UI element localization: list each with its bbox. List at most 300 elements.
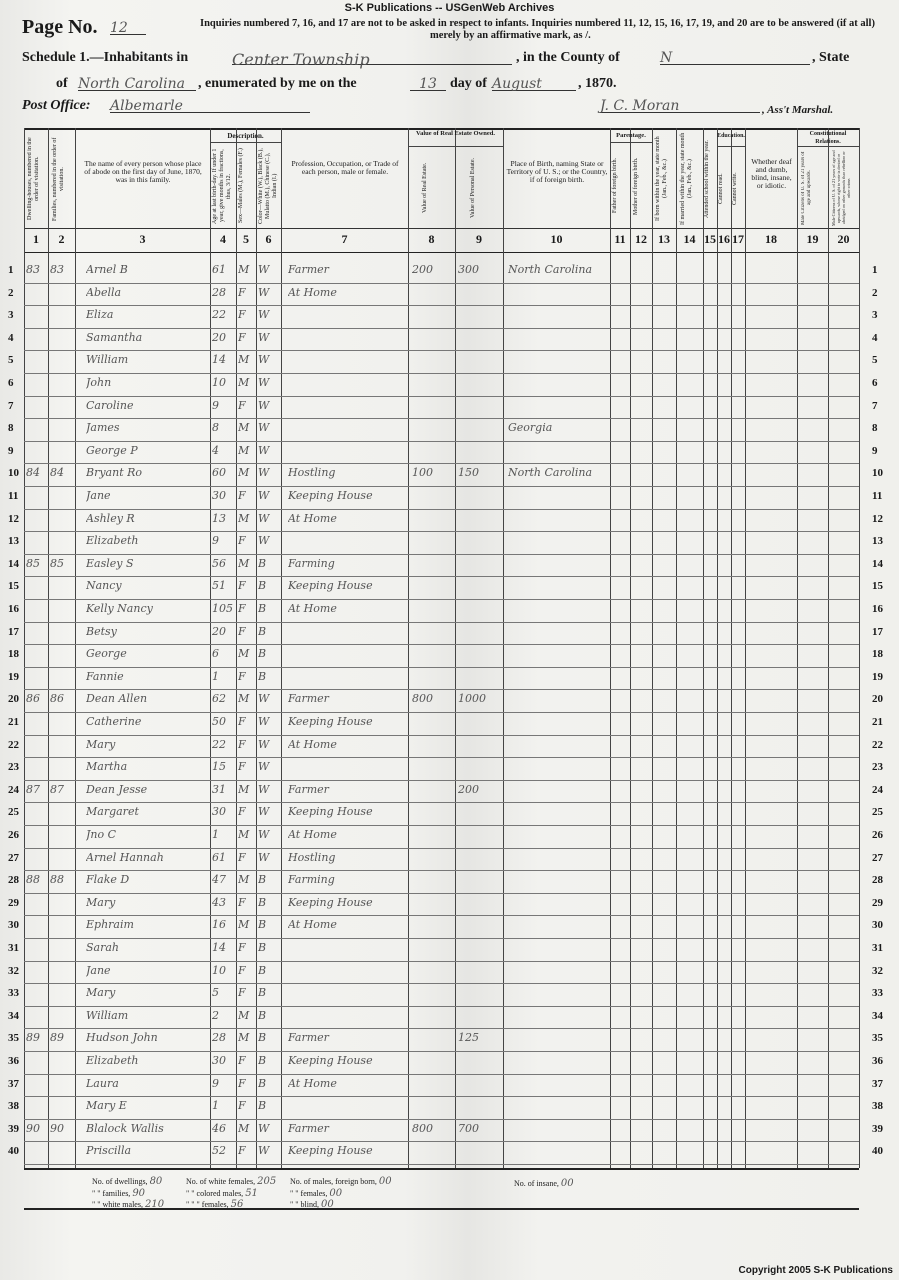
inquiries-line-2: merely by an affirmative mark, as /. <box>430 30 591 41</box>
row-divider <box>24 1096 859 1097</box>
cell-color: W <box>258 263 270 276</box>
cell-name: Priscilla <box>86 1144 132 1158</box>
cell-name: Blalock Wallis <box>86 1121 164 1135</box>
row-divider <box>24 305 859 306</box>
cell-color: W <box>258 308 270 322</box>
line-number-left: 25 <box>8 806 19 819</box>
line-number-left: 24 <box>8 783 19 796</box>
cell-sex: M <box>238 1008 250 1022</box>
column-number: 4 <box>220 232 226 246</box>
line-number-left: 31 <box>8 942 19 954</box>
cell-age: 1 <box>212 828 219 841</box>
line-number-right: 7 <box>872 399 878 412</box>
row-divider <box>24 396 859 397</box>
cell-d: 83 <box>26 263 40 276</box>
row-divider <box>24 441 859 442</box>
line-number-left: 12 <box>8 512 19 525</box>
cell-sex: F <box>238 602 246 615</box>
line-number-left: 7 <box>8 399 14 412</box>
cell-name: Mary E <box>86 1099 127 1113</box>
line-number-left: 3 <box>8 309 14 322</box>
cell-age: 30 <box>212 1054 226 1067</box>
cell-sex: M <box>238 376 250 389</box>
line-number-right: 9 <box>872 444 878 457</box>
cell-name: John <box>86 376 112 389</box>
cell-age: 46 <box>212 1121 226 1135</box>
cell-age: 31 <box>212 782 226 796</box>
colored-males-total <box>186 1188 258 1199</box>
post-office-value: Albemarle <box>110 98 310 113</box>
cell-name: Laura <box>86 1076 119 1090</box>
header-dwelling: Dwelling-houses, numbered in the order of visitation. <box>27 137 40 221</box>
row-divider <box>24 961 859 962</box>
header-constitutional: Constitutional Relations. <box>809 131 847 145</box>
cell-age: 13 <box>212 511 226 525</box>
col-line <box>859 128 860 1168</box>
cell-occ: Farmer <box>288 1031 329 1045</box>
cell-f: 86 <box>50 692 64 706</box>
cell-sex: M <box>238 443 250 457</box>
header-occupation: Profession, Occupation, or Trade of each person, male or female. <box>291 159 399 176</box>
cell-color: W <box>258 285 270 299</box>
cell-name: William <box>86 1008 129 1022</box>
cell-age: 50 <box>212 715 226 728</box>
line-number-left: 14 <box>8 557 19 570</box>
cell-re: 800 <box>412 1121 433 1135</box>
county-label: , in the County of <box>516 50 620 65</box>
families-label: " " families, <box>92 1189 131 1198</box>
cell-name: Samantha <box>86 330 143 344</box>
line-number-left: 22 <box>8 738 19 751</box>
cell-age: 14 <box>212 353 226 367</box>
cell-name: George P <box>86 443 138 457</box>
cell-d: 86 <box>26 692 40 706</box>
cell-sex: F <box>238 579 246 593</box>
cell-name: James <box>86 421 120 435</box>
white-males-value: 210 <box>144 1199 165 1210</box>
enumerated-label: , enumerated by me on the <box>198 76 357 91</box>
cell-name: Abella <box>86 285 122 299</box>
cell-color: B <box>258 941 267 954</box>
col-line <box>75 128 76 1168</box>
cell-age: 28 <box>212 1031 226 1045</box>
cell-age: 60 <box>212 466 226 480</box>
state-value: North Carolina <box>78 76 196 91</box>
cell-name: Arnel B <box>86 263 128 276</box>
line-number-right: 39 <box>872 1122 883 1135</box>
colored-females-value: 56 <box>230 1199 244 1210</box>
line-number-left: 21 <box>8 716 19 728</box>
header-cannot-write: Cannot write. <box>732 172 738 206</box>
cell-sex: M <box>238 353 250 367</box>
cell-sex: F <box>238 941 246 954</box>
cell-sex: F <box>238 715 246 728</box>
line-number-right: 40 <box>872 1145 883 1158</box>
colored-females-label: " " " females, <box>186 1200 229 1209</box>
cell-age: 9 <box>212 534 219 548</box>
cell-occ: Keeping House <box>288 1144 373 1158</box>
row-divider <box>24 802 859 803</box>
dwellings-total <box>92 1176 162 1187</box>
cell-birth: Georgia <box>508 421 553 435</box>
cell-age: 6 <box>212 647 219 661</box>
header-cannot-read: Cannot read. <box>718 173 724 205</box>
col-line <box>797 128 798 1168</box>
line-number-right: 17 <box>872 625 883 638</box>
line-number-right: 14 <box>872 557 883 570</box>
row-divider <box>24 735 859 736</box>
colored-males-value: 51 <box>245 1188 258 1199</box>
cell-age: 14 <box>212 941 226 954</box>
county-value: N <box>660 50 810 65</box>
inquiries-note <box>200 18 875 42</box>
line-number-right: 13 <box>872 535 883 548</box>
header-vote-denied: Male Citizens of U. S. of 21 years of age and upwards, whose right to vote is denied or abridged on other grounds than rebellion or other crime. <box>831 150 851 226</box>
line-number-right: 28 <box>872 874 883 887</box>
cell-sex: M <box>238 466 250 480</box>
line-number-right: 3 <box>872 309 878 322</box>
cell-age: 10 <box>212 376 226 389</box>
line-number-left: 27 <box>8 851 19 864</box>
line-number-right: 5 <box>872 354 878 367</box>
cell-sex: F <box>238 489 246 502</box>
white-females-label: No. of white females, <box>186 1177 256 1186</box>
cell-age: 28 <box>212 285 226 299</box>
line-number-right: 22 <box>872 738 883 751</box>
cell-occ: Keeping House <box>288 805 373 819</box>
line-number-right: 8 <box>872 422 878 435</box>
cell-name: Caroline <box>86 398 134 412</box>
cell-occ: Farmer <box>288 782 329 796</box>
cell-d: 88 <box>26 873 40 887</box>
line-number-right: 37 <box>872 1077 883 1090</box>
cell-color: W <box>258 828 270 841</box>
cell-sex: F <box>238 986 246 1000</box>
cell-color: B <box>258 963 267 977</box>
colored-males-label: " " colored males, <box>186 1189 244 1198</box>
cell-sex: F <box>238 285 246 299</box>
white-males-label: " " white males, <box>92 1200 143 1209</box>
row-divider <box>24 509 859 510</box>
row-divider <box>24 531 859 532</box>
row-divider <box>24 644 859 645</box>
cell-re: 100 <box>412 466 433 480</box>
column-number: 15 <box>704 232 716 246</box>
header-real-estate: Value of Real Estate. <box>422 162 428 214</box>
row-divider <box>24 328 859 329</box>
header-family: Families, numbered in the order of visitation. <box>52 137 65 221</box>
line-number-left: 8 <box>8 422 14 435</box>
state-label: , State <box>812 50 850 65</box>
line-number-left: 15 <box>8 580 19 593</box>
inquiries-line-1: Inquiries numbered 7, 16, and 17 are not to be asked in respect to infants. Inquiries numbered 11, 12, 15, 16, 17, 19, and 20 are to be answered (if at all) <box>200 18 875 29</box>
row-divider <box>24 418 859 419</box>
cell-occ: Farmer <box>288 1121 329 1135</box>
cell-f: 83 <box>50 263 64 276</box>
col-line <box>281 128 282 1168</box>
column-number: 20 <box>837 232 850 246</box>
cell-age: 30 <box>212 489 226 502</box>
marshal-label: , Ass't Marshal. <box>762 104 834 116</box>
cell-pe: 200 <box>458 782 479 796</box>
column-number: 19 <box>806 232 819 246</box>
cell-sex: F <box>238 1144 246 1158</box>
line-number-right: 26 <box>872 829 883 841</box>
line-number-left: 38 <box>8 1100 19 1113</box>
cell-color: W <box>258 1121 270 1135</box>
copyright-notice: Copyright 2005 S-K Publications <box>738 1265 893 1276</box>
column-number: 3 <box>139 232 146 246</box>
line-number-right: 35 <box>872 1032 883 1045</box>
cell-sex: M <box>238 1031 250 1045</box>
header-age: Age at last birth-day. If under 1 year, give months in fractions, thus, 3/12. <box>212 148 232 224</box>
foreign-females-total <box>290 1188 342 1199</box>
col-line <box>455 128 456 1168</box>
cell-name: Elizabeth <box>86 1054 139 1067</box>
cell-color: B <box>258 579 267 593</box>
cell-age: 47 <box>212 873 226 887</box>
header-real-estate-owned: Value of Real Estate Owned. <box>415 130 496 137</box>
cell-occ: At Home <box>288 828 337 841</box>
cell-name: Hudson John <box>86 1031 158 1045</box>
real-estate-underline <box>408 146 503 147</box>
row-divider <box>24 667 859 668</box>
row-divider <box>24 893 859 894</box>
header-male-citizens: Male Citizens of U. S. of 21 years of age and upwards. <box>801 151 812 225</box>
cell-name: Dean Jesse <box>86 782 148 796</box>
cell-name: Arnel Hannah <box>86 850 164 864</box>
column-number: 11 <box>614 232 626 246</box>
cell-occ: Keeping House <box>288 579 373 593</box>
foreign-males-total <box>290 1176 392 1187</box>
cell-occ: Farming <box>288 556 335 570</box>
cell-sex: M <box>238 556 250 570</box>
line-number-right: 6 <box>872 377 878 389</box>
foreign-males-value: 00 <box>378 1176 392 1187</box>
cell-name: George <box>86 647 127 661</box>
cell-color: B <box>258 669 267 683</box>
cell-name: Margaret <box>86 805 139 819</box>
cell-sex: M <box>238 263 250 276</box>
line-number-right: 21 <box>872 716 883 728</box>
cell-name: Easley S <box>86 556 134 570</box>
col-line <box>24 128 25 1168</box>
cell-name: Mary <box>86 895 116 909</box>
row-divider <box>24 1074 859 1075</box>
column-number: 17 <box>732 232 744 246</box>
cell-age: 61 <box>212 850 226 864</box>
row-divider <box>24 350 859 351</box>
cell-sex: F <box>238 1054 246 1067</box>
row-divider <box>24 938 859 939</box>
cell-sex: F <box>238 1099 246 1113</box>
line-number-right: 24 <box>872 783 883 796</box>
cell-occ: Farmer <box>288 692 329 706</box>
cell-name: Mary <box>86 986 116 1000</box>
cell-sex: M <box>238 873 250 887</box>
header-education: Education. <box>717 133 745 139</box>
blind-value: 00 <box>320 1199 334 1210</box>
cell-d: 87 <box>26 782 40 796</box>
cell-occ: Keeping House <box>288 1054 373 1067</box>
cell-sex: F <box>238 398 246 412</box>
cell-name: Jno C <box>86 828 117 841</box>
line-number-right: 31 <box>872 942 883 954</box>
cell-age: 51 <box>212 579 226 593</box>
cell-name: Ashley R <box>86 511 135 525</box>
column-number: 12 <box>635 232 647 246</box>
cell-color: B <box>258 647 267 661</box>
cell-f: 87 <box>50 782 64 796</box>
row-divider <box>24 463 859 464</box>
cell-age: 43 <box>212 895 226 909</box>
column-number: 8 <box>428 232 435 246</box>
col-line <box>48 128 49 1168</box>
cell-color: B <box>258 918 267 932</box>
line-number-left: 37 <box>8 1077 19 1090</box>
white-females-total <box>186 1176 276 1187</box>
col-line <box>630 128 631 1168</box>
cell-sex: F <box>238 737 246 751</box>
cell-sex: F <box>238 330 246 344</box>
day-of-label: day of <box>450 76 487 91</box>
line-number-left: 6 <box>8 377 14 389</box>
cell-age: 62 <box>212 692 226 706</box>
white-females-value: 205 <box>257 1176 277 1187</box>
cell-color: W <box>258 805 270 819</box>
cell-color: W <box>258 715 270 728</box>
cell-pe: 1000 <box>458 692 486 706</box>
cell-color: B <box>258 1054 267 1067</box>
cell-sex: F <box>238 534 246 548</box>
line-number-left: 23 <box>8 761 19 774</box>
row-divider <box>24 1028 859 1029</box>
cell-sex: M <box>238 647 250 661</box>
cell-age: 56 <box>212 556 226 570</box>
cell-d: 90 <box>26 1121 40 1135</box>
cell-name: Mary <box>86 737 116 751</box>
dwellings-label: No. of dwellings, <box>92 1177 148 1186</box>
header-mother-foreign: Mother of foreign birth. <box>633 157 639 215</box>
cell-name: William <box>86 353 129 367</box>
row-divider <box>24 757 859 758</box>
line-number-right: 30 <box>872 919 883 932</box>
line-number-left: 28 <box>8 874 19 887</box>
cell-sex: F <box>238 308 246 322</box>
cell-color: B <box>258 602 267 615</box>
line-number-right: 27 <box>872 851 883 864</box>
header-birthplace: Place of Birth, naming State or Territory of U. S.; or the Country, if of foreign birth. <box>506 159 608 184</box>
cell-name: Kelly Nancy <box>86 602 153 615</box>
col-line <box>408 128 409 1168</box>
families-value: 90 <box>132 1188 146 1199</box>
row-divider <box>24 712 859 713</box>
line-number-left: 30 <box>8 919 19 932</box>
cell-color: W <box>258 760 270 774</box>
constitutional-underline <box>797 146 859 147</box>
header-parentage: Parentage. <box>616 132 646 139</box>
line-number-right: 36 <box>872 1055 883 1067</box>
cell-sex: F <box>238 963 246 977</box>
cell-occ: At Home <box>288 1076 337 1090</box>
cell-age: 4 <box>212 443 219 457</box>
header-name: The name of every person whose place of abode on the first day of June, 1870, was in this family. <box>84 159 202 184</box>
header-personal-estate: Value of Personal Estate. <box>470 158 476 218</box>
insane-total <box>514 1178 574 1189</box>
line-number-left: 19 <box>8 670 19 683</box>
cell-name: Elizabeth <box>86 534 139 548</box>
line-number-left: 11 <box>8 490 19 502</box>
cell-color: B <box>258 556 267 570</box>
line-number-right: 10 <box>872 467 883 480</box>
column-number: 13 <box>658 232 670 246</box>
row-divider <box>24 780 859 781</box>
cell-occ: At Home <box>288 737 337 751</box>
header-deaf-blind: Whether deaf and dumb, blind, insane, or idiotic. <box>751 157 792 190</box>
cell-age: 20 <box>212 624 226 638</box>
cell-sex: F <box>238 624 246 638</box>
line-number-left: 4 <box>8 331 14 344</box>
cell-age: 8 <box>212 421 219 435</box>
line-number-left: 9 <box>8 444 14 457</box>
post-office-label: Post Office: <box>22 98 91 113</box>
cell-name: Jane <box>86 963 111 977</box>
column-number-divider <box>24 228 859 229</box>
cell-color: B <box>258 895 267 909</box>
cell-f: 88 <box>50 873 64 887</box>
column-number: 5 <box>243 232 249 246</box>
insane-value: 00 <box>560 1178 574 1189</box>
cell-f: 85 <box>50 556 64 570</box>
page-number-label: Page No. <box>22 16 98 38</box>
line-number-right: 32 <box>872 964 883 977</box>
insane-label: No. of insane, <box>514 1179 559 1188</box>
cell-color: W <box>258 782 270 796</box>
cell-age: 2 <box>212 1008 219 1022</box>
line-number-right: 4 <box>872 331 878 344</box>
cell-occ: Keeping House <box>288 715 373 728</box>
cell-color: W <box>258 398 270 412</box>
cell-f: 84 <box>50 466 64 480</box>
line-number-left: 1 <box>8 264 14 276</box>
line-number-left: 5 <box>8 354 14 367</box>
cell-sex: F <box>238 895 246 909</box>
line-number-left: 32 <box>8 964 19 977</box>
header-born-within-year: If born within the year, state month (Jan., Feb., &c.) <box>655 136 668 222</box>
cell-color: W <box>258 692 270 706</box>
cell-age: 22 <box>212 308 226 322</box>
cell-name: Catherine <box>86 715 142 728</box>
cell-color: W <box>258 353 270 367</box>
cell-occ: At Home <box>288 285 337 299</box>
cell-birth: North Carolina <box>508 263 593 276</box>
column-number: 9 <box>476 232 482 246</box>
day-value: 13 <box>410 76 446 91</box>
col-line <box>745 128 746 1168</box>
col-line <box>731 128 732 1168</box>
cell-color: W <box>258 511 270 525</box>
line-number-right: 2 <box>872 286 878 299</box>
blind-label: " " blind, <box>290 1200 319 1209</box>
cell-sex: F <box>238 1076 246 1090</box>
cell-color: W <box>258 1144 270 1158</box>
cell-color: W <box>258 534 270 548</box>
cell-occ: Hostling <box>288 466 336 480</box>
col-line <box>652 128 653 1168</box>
col-line <box>236 128 237 1168</box>
month-value: August <box>492 76 576 91</box>
line-number-right: 25 <box>872 806 883 819</box>
